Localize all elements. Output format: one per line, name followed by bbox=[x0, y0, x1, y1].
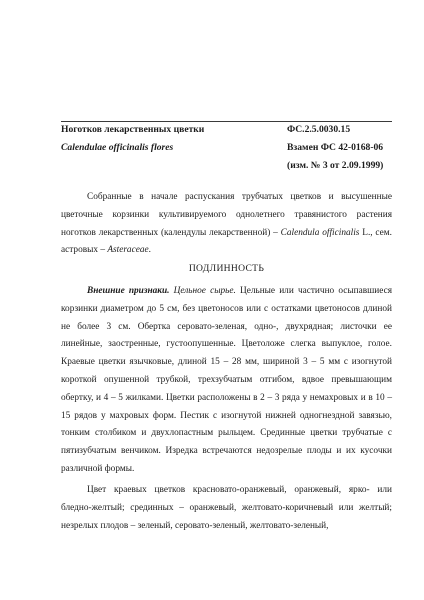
header-divider bbox=[61, 121, 392, 122]
external-features-paragraph bbox=[61, 283, 392, 479]
replaces-reference: Взамен ФС 42-0168-06 bbox=[287, 142, 384, 153]
whole-material-label: Цельное сырье. bbox=[173, 286, 236, 296]
colour-text: Цвет краевых цветков красновато-оранжевый, оранжевый, ярко- или бледно-желтый; срединных – оранжевый, желтовато-коричневый или желтый; незрелых плодов – зеленый, серовато-зеленый, желтовато-зеленый, bbox=[61, 485, 392, 531]
section-heading: ПОДЛИННОСТЬ bbox=[188, 263, 265, 274]
monograph-code: ФС.2.5.0030.15 bbox=[287, 124, 351, 135]
family-latin-name: Asteraceae bbox=[107, 245, 149, 256]
monograph-latin-name: Calendulae officinalis flores bbox=[61, 142, 174, 153]
monograph-title: Ноготков лекарственных цветки bbox=[61, 124, 205, 135]
intro-text-end: . bbox=[148, 245, 151, 256]
external-features-text: Цельные или частично осыпавшиеся корзинки диаметром до 5 см, без цветоносов или с остатками цветоносов длиной не более 3 см. Обертка серовато-зеленая, одно-, двухрядная; листочки ее линейные, заостренные, густоопушенные. Цветоложе слегка выпуклое, голое. Краевые цветки язычковые, длиной 15 – 28 мм, шириной 3 – 5 мм с изогнутой короткой опушенной трубкой, трехзубчатым отгибом, вдвое превышающим обертку, и 4 – 5 жилками. Цветки расположены в 2 – 3 ряда у немахровых и в 10 – 15 рядов у махровых форм. Пестик с изогнутой нижней одногнездной завязью, тонким столбиком и двухлопастным рыльцем. Срединные цветки трубчатые с пятизубчатым венчиком. Изредка встречаются недозрелые плоды и их кусочки различной формы. bbox=[61, 286, 392, 474]
colour-paragraph bbox=[61, 482, 392, 535]
external-features-label: Внешние признаки. bbox=[87, 286, 170, 296]
intro-paragraph bbox=[61, 189, 392, 260]
amendment-reference: (изм. № 3 от 2.09.1999) bbox=[287, 160, 384, 171]
species-latin-name: Calendula officinalis bbox=[280, 227, 360, 238]
intro-text-before: Собранные в начале распускания трубчатых цветков и высушенные цветочные корзинки культивируемого однолетнего травянистого растения ноготков лекарственных (календулы лекарственной) – bbox=[61, 192, 392, 238]
intro-text-mid: L., сем. астровых – bbox=[61, 227, 392, 256]
